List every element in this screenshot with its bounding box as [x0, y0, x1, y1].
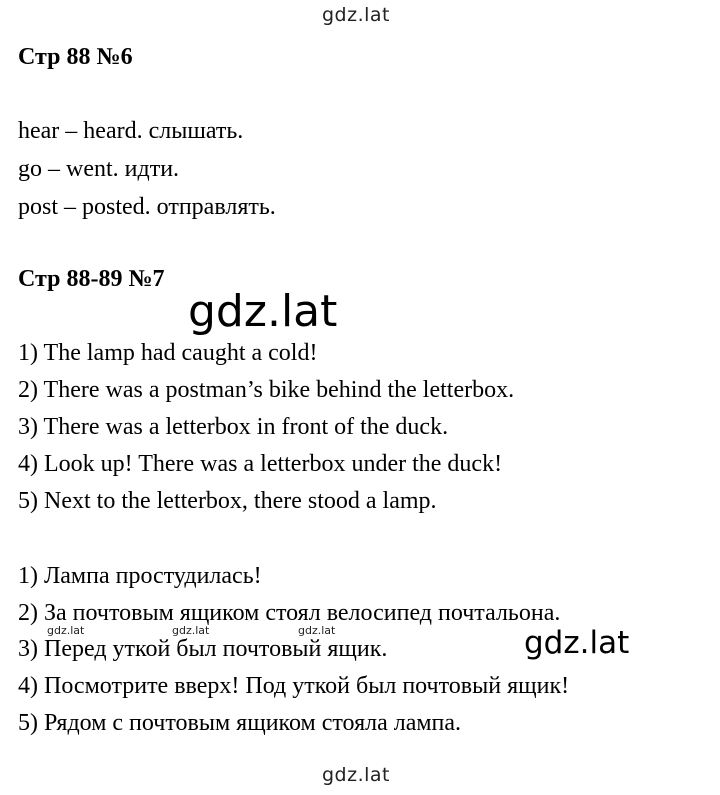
- english-sentence: 3) There was a letterbox in front of the duck.: [18, 414, 449, 440]
- russian-sentence: 5) Рядом с почтовым ящиком стояла лампа.: [18, 710, 462, 736]
- russian-sentence: 2) За почтовым ящиком стоял велосипед почтальона.: [18, 600, 561, 626]
- watermark-tiny: gdz.lat: [172, 624, 210, 637]
- english-sentence: 1) The lamp had caught a cold!: [18, 340, 318, 366]
- russian-sentence: 3) Перед уткой был почтовый ящик.: [18, 636, 388, 662]
- watermark-mid: gdz.lat: [524, 625, 630, 661]
- russian-sentence: 1) Лампа простудилась!: [18, 563, 262, 589]
- english-sentence: 4) Look up! There was a letterbox under the duck!: [18, 451, 503, 477]
- section-heading-2: Стр 88-89 №7: [18, 266, 165, 292]
- text-line: go – went. идти.: [18, 156, 180, 182]
- watermark-tiny: gdz.lat: [298, 624, 336, 637]
- russian-sentence: 4) Посмотрите вверх! Под уткой был почтовый ящик!: [18, 673, 570, 699]
- watermark-tiny: gdz.lat: [47, 624, 85, 637]
- watermark-top: gdz.lat: [322, 4, 391, 26]
- english-sentence: 2) There was a postman’s bike behind the letterbox.: [18, 377, 515, 403]
- text-line: hear – heard. слышать.: [18, 118, 244, 144]
- watermark-big: gdz.lat: [188, 286, 338, 337]
- section-heading-1: Стр 88 №6: [18, 44, 133, 70]
- text-line: post – posted. отправлять.: [18, 194, 276, 220]
- english-sentence: 5) Next to the letterbox, there stood a lamp.: [18, 488, 437, 514]
- watermark-bottom: gdz.lat: [322, 764, 391, 786]
